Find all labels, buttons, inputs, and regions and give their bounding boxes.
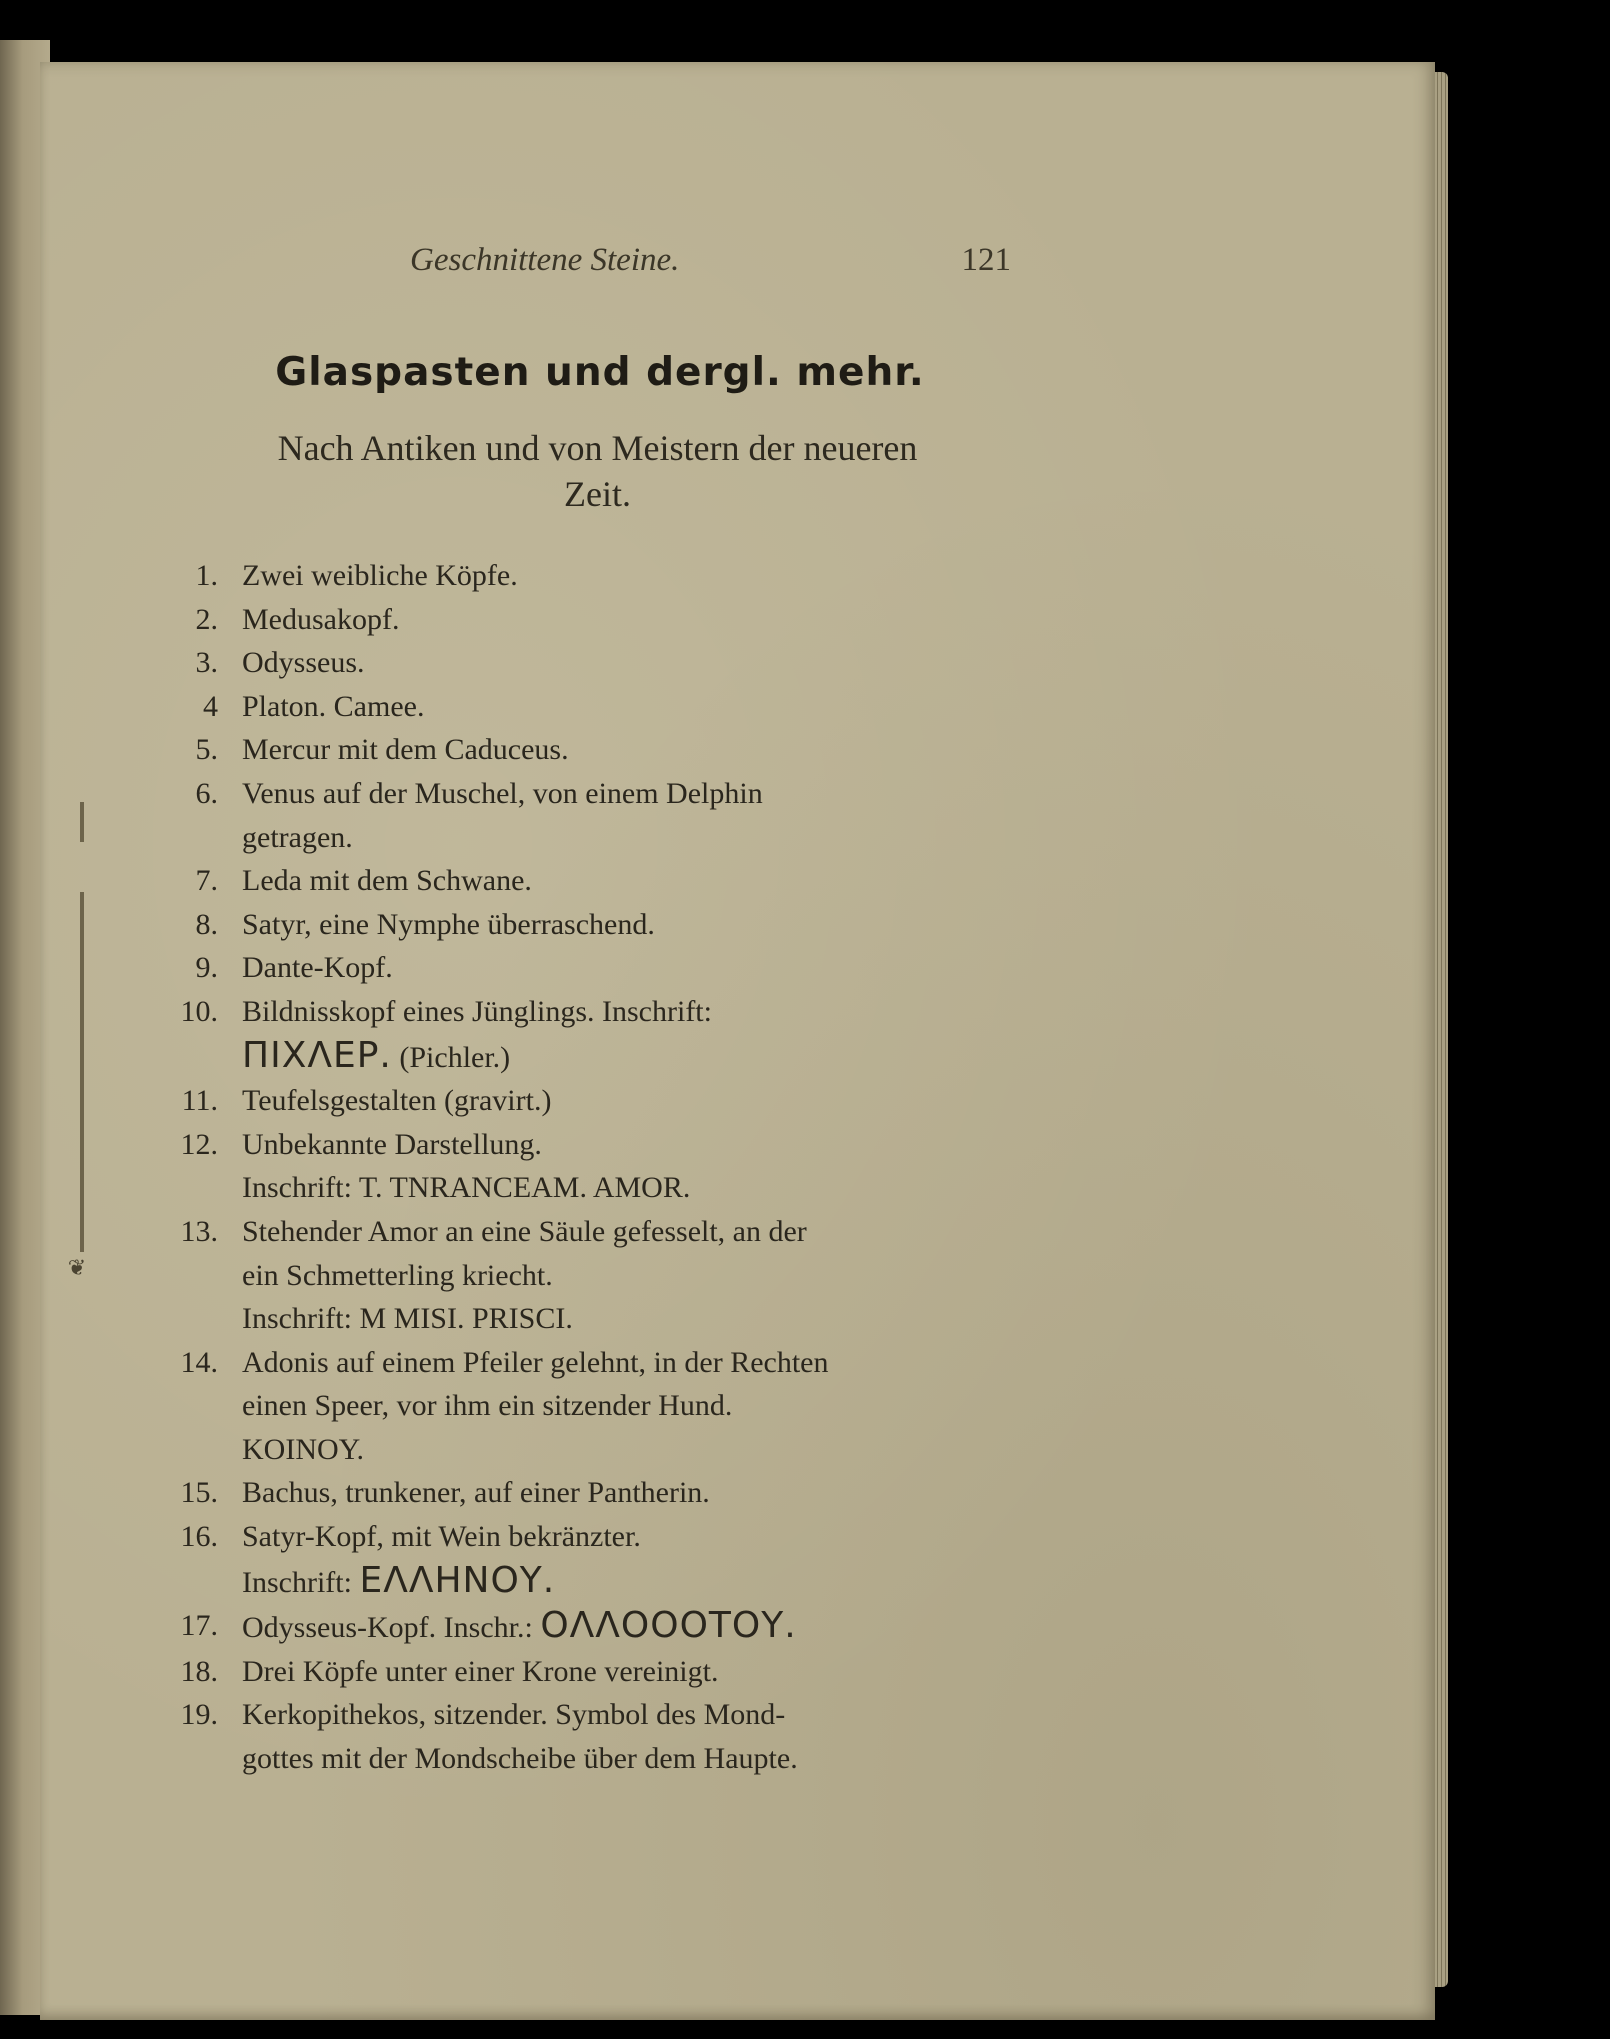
- book-page: [40, 62, 1435, 2020]
- entry-number: 10.: [180, 994, 218, 1028]
- entry-text: Inschrift: M MISI. PRISCI.: [242, 1302, 573, 1336]
- entry-number: 17.: [180, 1609, 218, 1643]
- greek-inscription: ΕΛΛΗΝΟΥ.: [359, 1559, 556, 1601]
- list-item: [170, 728, 1030, 772]
- list-item: [170, 641, 1030, 685]
- entry-inscription-line: [242, 1559, 1030, 1605]
- entry-text: Inschrift: T. TNRANCEAM. AMOR.: [242, 1171, 691, 1205]
- entry-inscription-line: [242, 1604, 1030, 1650]
- entry-text: Mercur mit dem Caduceus.: [242, 733, 569, 767]
- list-item: [170, 1341, 1030, 1472]
- entry-number: 1.: [195, 559, 218, 592]
- entry-number: 6.: [195, 776, 218, 810]
- entry-text: Odysseus-Kopf. Inschr.:: [242, 1611, 533, 1645]
- entry-text: Platon. Camee.: [242, 689, 425, 723]
- entry-text: Venus auf der Muschel, von einem Delphin: [242, 776, 763, 810]
- list-item: [170, 990, 1030, 1079]
- section-title: Glaspasten und dergl. mehr.: [275, 350, 925, 395]
- entry-text: einen Speer, vor ihm ein sitzender Hund.: [242, 1389, 733, 1423]
- entry-text: Stehender Amor an eine Säule gefesselt, an der: [242, 1214, 807, 1248]
- list-item: [170, 1123, 1030, 1210]
- entry-text: Kerkopithekos, sitzender. Symbol des Mond-: [242, 1698, 786, 1732]
- entry-text: Bildnisskopf eines Jünglings. Inschrift:: [242, 994, 712, 1028]
- entry-text: Unbekannte Darstellung.: [242, 1127, 542, 1161]
- entry-text: Satyr, eine Nymphe überraschend.: [242, 907, 655, 941]
- entry-text: Odysseus.: [242, 646, 365, 680]
- entry-text: Zwei weibliche Köpfe.: [242, 559, 518, 592]
- entry-number: 18.: [180, 1654, 218, 1688]
- list-item: [170, 1693, 1030, 1780]
- entry-number: 3.: [195, 646, 218, 680]
- subtitle-line: Nach Antiken und von Meistern der neueren: [277, 428, 918, 468]
- entry-text: ein Schmetterling kriecht.: [242, 1258, 553, 1292]
- entry-number: 7.: [195, 864, 218, 898]
- list-item: [170, 772, 1030, 859]
- entry-text: Dante-Kopf.: [242, 951, 393, 985]
- gutter-ornament-icon: ❦: [67, 1256, 87, 1281]
- list-item: [170, 1079, 1030, 1123]
- running-head-title: Geschnittene Steine.: [410, 242, 680, 278]
- entry-list: [170, 554, 1030, 1781]
- page-number: 121: [961, 242, 1011, 278]
- entry-number: 14.: [180, 1345, 218, 1379]
- list-item: [170, 598, 1030, 642]
- greek-inscription: ΠΙΧΛΕΡ.: [242, 1034, 392, 1076]
- entry-text: Medusakopf.: [242, 602, 400, 636]
- entry-text: Leda mit dem Schwane.: [242, 864, 532, 898]
- gutter-mark: [80, 892, 84, 1252]
- list-item: [170, 946, 1030, 990]
- entry-number: 5.: [195, 733, 218, 767]
- entry-text: Teufelsgestalten (gravirt.): [242, 1084, 552, 1118]
- list-item: [170, 1515, 1030, 1604]
- entry-number: 19.: [180, 1698, 218, 1732]
- gutter-mark: [80, 802, 84, 842]
- entry-text: gottes mit der Mondscheibe über dem Haupte.: [242, 1742, 798, 1776]
- list-item: [170, 1650, 1030, 1694]
- entry-text: KOINOY.: [242, 1432, 364, 1466]
- list-item: [170, 685, 1030, 729]
- entry-text: Adonis auf einem Pfeiler gelehnt, in der Rechten: [242, 1345, 829, 1379]
- list-item: [170, 1604, 1030, 1650]
- entry-text: Satyr-Kopf, mit Wein bekränzter.: [242, 1520, 641, 1554]
- greek-inscription: ΟΛΛΟΟΟΤΟΥ.: [540, 1605, 797, 1647]
- entry-text: getragen.: [242, 820, 353, 854]
- list-item: [170, 1210, 1030, 1341]
- entry-text: Drei Köpfe unter einer Krone vereinigt.: [242, 1654, 719, 1688]
- entry-text: Bachus, trunkener, auf einer Pantherin.: [242, 1476, 710, 1510]
- entry-number: 4: [203, 689, 218, 723]
- inscription-note: (Pichler.): [399, 1040, 511, 1074]
- list-item: [170, 554, 1030, 598]
- entry-number: 16.: [180, 1520, 218, 1554]
- entry-number: 12.: [180, 1127, 218, 1161]
- entry-number: 13.: [180, 1214, 218, 1248]
- entry-number: 15.: [180, 1476, 218, 1510]
- section-subtitle: [170, 425, 1025, 517]
- entry-number: 9.: [195, 951, 218, 985]
- list-item: [170, 859, 1030, 903]
- entry-number: 11.: [181, 1084, 218, 1118]
- entry-number: 8.: [195, 907, 218, 941]
- entry-number: 2.: [195, 602, 218, 636]
- inscription-label: Inschrift:: [242, 1565, 352, 1599]
- entry-inscription-line: [242, 1034, 1030, 1080]
- list-item: [170, 903, 1030, 947]
- list-item: [170, 1471, 1030, 1515]
- running-head: [280, 242, 1020, 292]
- subtitle-line: Zeit.: [564, 474, 631, 514]
